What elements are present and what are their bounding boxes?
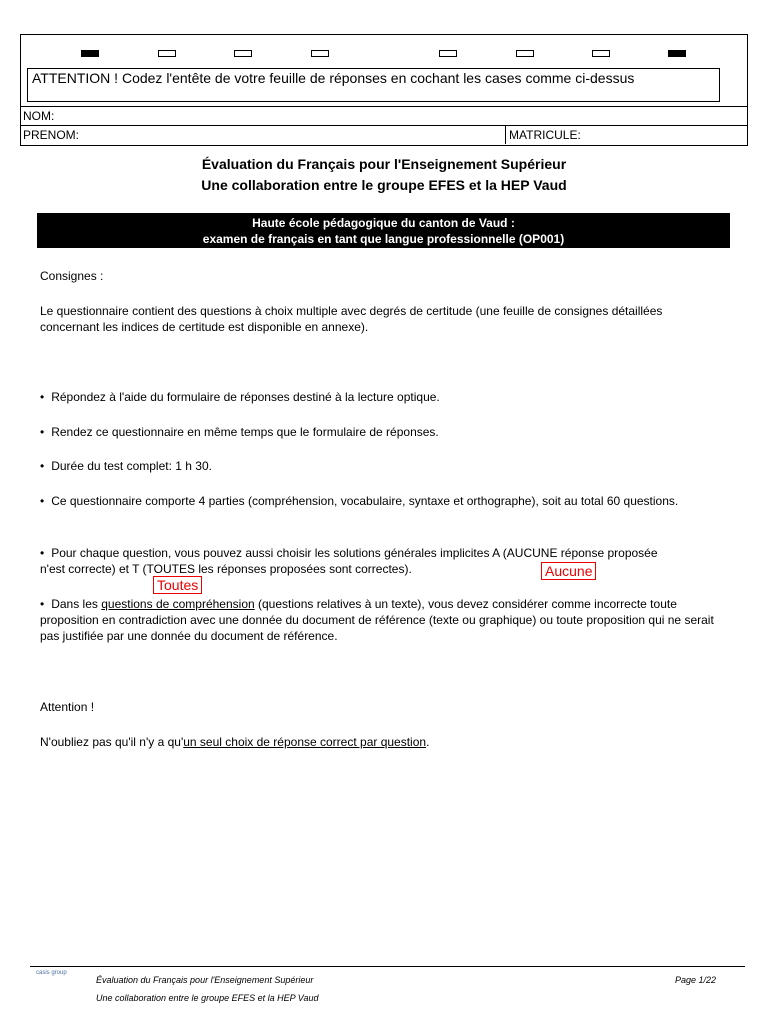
bullet-4-text: Ce questionnaire comporte 4 parties (compréhension, vocabulaire, syntaxe et orthographe), soit au total 60 questions. [51, 494, 679, 508]
banner-line-1: Haute école pédagogique du canton de Vaud : [252, 216, 515, 230]
bullet-4 [40, 493, 680, 509]
matricule-cell [505, 126, 581, 144]
exam-banner [37, 213, 730, 248]
prenom-row [20, 125, 748, 146]
final-note [40, 734, 730, 750]
annotation-aucune: Aucune [541, 562, 596, 580]
attention-heading: Attention ! [40, 700, 95, 714]
bullet-2 [40, 424, 730, 440]
code-box-6 [516, 50, 534, 57]
bullet-6-prefix: Dans les [51, 597, 102, 611]
footer-logo: casis group [36, 970, 67, 976]
nom-label: NOM: [23, 109, 55, 123]
code-box-4 [311, 50, 329, 57]
consignes-heading: Consignes : [40, 269, 104, 283]
code-box-3 [234, 50, 252, 57]
bullet-6 [40, 596, 722, 644]
bullet-1 [40, 389, 730, 405]
bullet-5-continuation: n'est correcte) et T (TOUTES les réponses proposées sont correctes). [40, 562, 412, 576]
annotation-toutes: Toutes [153, 576, 202, 594]
bullet-6-underlined: questions de compréhension [101, 597, 255, 611]
nom-row [20, 106, 748, 125]
banner-line-2: examen de français en tant que langue professionnelle (OP001) [202, 232, 565, 246]
footer-divider [30, 966, 745, 967]
footer-line-2: Une collaboration entre le groupe EFES et la HEP Vaud [96, 993, 319, 1003]
code-box-2 [158, 50, 176, 57]
footer-line-1: Évaluation du Français pour l'Enseignement Supérieur [96, 975, 314, 985]
final-note-suffix: . [426, 735, 430, 749]
bullet-5 [40, 545, 730, 561]
code-box-1 [81, 50, 99, 57]
attention-notice [27, 68, 720, 102]
bullet-5-line-1: Pour chaque question, vous pouvez aussi choisir les solutions générales implicites A (AUCUNE réponse proposée [51, 546, 658, 560]
bullet-6-rest: (questions relatives à un texte), vous devez considérer comme incorrecte toute proposition en contradiction avec une donnée du document de référence (texte ou graphique) ou toute proposition qui ne serait pas justifiée par une donnée du document de référence. [40, 597, 714, 643]
code-box-5 [439, 50, 457, 57]
prenom-label: PRENOM: [23, 128, 80, 142]
code-box-7 [592, 50, 610, 57]
bullet-2-text: Rendez ce questionnaire en même temps que le formulaire de réponses. [51, 425, 439, 439]
code-boxes-row [21, 35, 747, 69]
document-subtitle: Une collaboration entre le groupe EFES et la HEP Vaud [201, 177, 567, 193]
final-note-underlined: un seul choix de réponse correct par question [183, 735, 427, 749]
matricule-label: MATRICULE: [509, 128, 581, 142]
bullet-3-text: Durée du test complet: 1 h 30. [51, 459, 212, 473]
bullet-1-text: Répondez à l'aide du formulaire de réponses destiné à la lecture optique. [51, 390, 440, 404]
footer-page-number: Page 1/22 [675, 975, 717, 985]
attention-text: ATTENTION ! Codez l'entête de votre feuille de réponses en cochant les cases comme ci-dessus [32, 70, 635, 86]
code-box-8 [668, 50, 686, 57]
bullet-3 [40, 458, 730, 474]
final-note-prefix: N'oubliez pas qu'il n'y a qu' [40, 735, 184, 749]
document-title: Évaluation du Français pour l'Enseignement Supérieur [201, 156, 567, 172]
intro-paragraph: Le questionnaire contient des questions à choix multiple avec degrés de certitude (une feuille de consignes détaillées concernant les indices de certitude est disponible en annexe). [40, 304, 663, 334]
